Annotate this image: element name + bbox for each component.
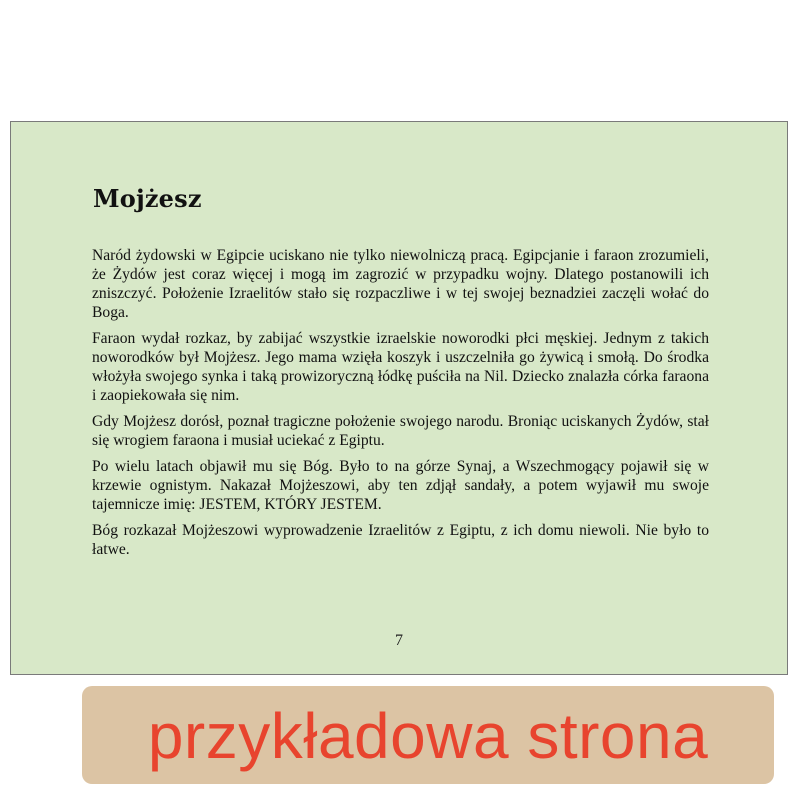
page-title: Mojżesz: [93, 184, 202, 213]
paragraph-5: Bóg rozkazał Mojżeszowi wyprowadzenie Izraelitów z Egiptu, z ich domu niewoli. Nie było to łatwe.: [92, 522, 709, 558]
book-page: [10, 121, 788, 675]
paragraph-3: Gdy Mojżesz dorósł, poznał tragiczne położenie swojego narodu. Broniąc uciskanych Żydów, stał się wrogiem faraona i musiał uciekać z Egiptu.: [92, 413, 709, 449]
paragraph-4: Po wielu latach objawił mu się Bóg. Było to na górze Synaj, a Wszechmogący pojawił się w krzewie ognistym. Nakazał Mojżeszowi, aby ten zdjął sandały, a potem wyjawił mu swoje tajemnicze imię: JESTEM, KTÓRY JESTEM.: [92, 458, 709, 513]
page-body: [92, 246, 709, 566]
paragraph-2: Faraon wydał rozkaz, by zabijać wszystkie izraelskie noworodki płci męskiej. Jednym z takich noworodków był Mojżesz. Jego mama wzięła koszyk i uszczelniła go żywicą i smołą. Do środka włożyła swojego synka i taką prowizoryczną łódkę puściła na Nil. Dziecko znalazła córka faraona i zaopiekowała się nim.: [92, 330, 709, 404]
page-number: 7: [395, 632, 403, 649]
sample-page-banner: [82, 686, 774, 784]
paragraph-1: Naród żydowski w Egipcie uciskano nie tylko niewolniczą pracą. Egipcjanie i faraon zrozumieli, że Żydów jest coraz więcej i mogą im zagrozić w przypadku wojny. Dlatego postanowili ich zniszczyć. Położenie Izraelitów stało się rozpaczliwe i w tej swojej beznadziei zaczęli wołać do Boga.: [92, 247, 709, 321]
banner-text: przykładowa strona: [147, 700, 709, 772]
